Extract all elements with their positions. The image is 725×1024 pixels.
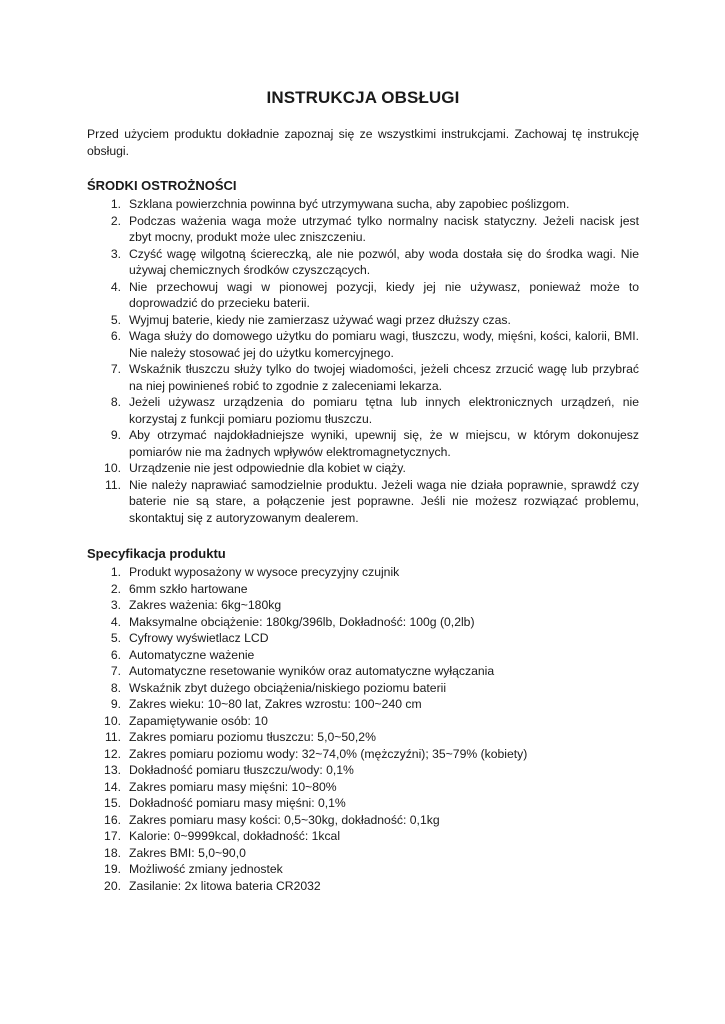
precaution-item	[87, 361, 639, 394]
spec-item	[87, 828, 639, 845]
list-item-number: 15.	[104, 796, 121, 810]
list-item-text: Zakres wieku: 10~80 lat, Zakres wzrostu: 100~240 cm	[129, 697, 422, 711]
spec-item	[87, 680, 639, 697]
intro-paragraph: Przed użyciem produktu dokładnie zapoznaj się ze wszystkimi instrukcjami. Zachowaj tę instrukcję obsługi.	[87, 127, 639, 158]
list-item-number: 4.	[110, 614, 121, 629]
list-item-text: Zakres pomiaru masy mięśni: 10~80%	[129, 779, 337, 794]
spec-item	[87, 564, 639, 581]
list-item-text: 6mm szkło hartowane	[129, 581, 248, 596]
list-item-text: Zakres ważenia: 6kg~180kg	[129, 598, 282, 612]
list-item-number: 9.	[110, 697, 121, 711]
list-item-text: Możliwość zmiany jednostek	[129, 862, 283, 876]
precaution-item	[87, 328, 639, 361]
spec-item	[87, 647, 639, 664]
list-item-number: 2.	[110, 213, 121, 228]
list-item-text: Zakres pomiaru poziomu wody: 32~74,0% (mężczyźni); 35~79% (kobiety)	[129, 746, 528, 761]
list-item-number: 12.	[104, 746, 121, 761]
list-item-number: 1.	[110, 565, 121, 579]
list-item-text: Aby otrzymać najdokładniejsze wyniki, upewnij się, że w miejscu, w którym dokonujesz pomiarów nie ma żadnych wpływów elektromagnetycznych.	[129, 428, 639, 459]
precaution-item	[87, 196, 639, 213]
spec-item	[87, 861, 639, 878]
list-item-number: 18.	[104, 845, 121, 860]
list-item-text: Szklana powierzchnia powinna być utrzymywana sucha, aby zapobiec poślizgom.	[129, 197, 570, 211]
list-item-text: Wskaźnik tłuszczu służy tylko do twojej wiadomości, jeżeli chcesz zrzucić wagę lub przybrać na niej powinieneś robić to zgodnie z zaleceniami lekarza.	[129, 362, 639, 393]
spec-item	[87, 795, 639, 812]
list-item-text: Zakres pomiaru poziomu tłuszczu: 5,0~50,2%	[129, 730, 376, 744]
list-item-number: 14.	[104, 779, 121, 794]
list-item-number: 6.	[110, 647, 121, 662]
spec-item	[87, 630, 639, 647]
list-item-text: Maksymalne obciążenie: 180kg/396lb, Dokładność: 100g (0,2lb)	[129, 614, 475, 629]
precaution-item	[87, 460, 639, 477]
list-item-number: 20.	[104, 878, 121, 893]
precautions-list	[87, 196, 639, 526]
list-item-number: 9.	[110, 428, 121, 442]
list-item-number: 2.	[110, 581, 121, 596]
list-item-number: 5.	[110, 631, 121, 645]
list-item-text: Jeżeli używasz urządzenia do pomiaru tętna lub innych elektronicznych urządzeń, nie korzystaj z funkcji pomiaru poziomu tłuszczu.	[129, 395, 639, 426]
list-item-number: 19.	[104, 862, 121, 876]
list-item-text: Urządzenie nie jest odpowiednie dla kobiet w ciąży.	[129, 461, 406, 475]
list-item-text: Automatyczne ważenie	[129, 647, 255, 662]
precaution-item	[87, 427, 639, 460]
spec-item	[87, 713, 639, 730]
list-item-number: 1.	[110, 197, 121, 211]
list-item-text: Dokładność pomiaru masy mięśni: 0,1%	[129, 796, 346, 810]
spec-item	[87, 614, 639, 631]
list-item-number: 17.	[104, 829, 121, 843]
precaution-item	[87, 394, 639, 427]
list-item-text: Nie przechowuj wagi w pionowej pozycji, kiedy jej nie używasz, ponieważ może to doprowadzić do przecieku baterii.	[129, 279, 639, 310]
spec-item	[87, 746, 639, 763]
spec-item	[87, 812, 639, 829]
spec-item	[87, 729, 639, 746]
precaution-item	[87, 312, 639, 329]
list-item-number: 13.	[104, 763, 121, 777]
list-item-text: Cyfrowy wyświetlacz LCD	[129, 631, 269, 645]
list-item-text: Czyść wagę wilgotną ściereczką, ale nie pozwól, aby woda dostała się do środka wagi. Nie używaj chemicznych środków czyszczących.	[129, 246, 639, 277]
list-item-text: Dokładność pomiaru tłuszczu/wody: 0,1%	[129, 763, 354, 777]
list-item-text: Kalorie: 0~9999kcal, dokładność: 1kcal	[129, 829, 341, 843]
spec-item	[87, 878, 639, 895]
spec-item	[87, 663, 639, 680]
document-title: INSTRUKCJA OBSŁUGI	[266, 88, 460, 107]
list-item-number: 6.	[110, 329, 121, 343]
list-item-number: 8.	[110, 680, 121, 695]
list-item-number: 11.	[104, 477, 121, 492]
list-item-number: 16.	[104, 812, 121, 827]
precaution-item	[87, 477, 639, 527]
list-item-text: Wskaźnik zbyt dużego obciążenia/niskiego poziomu baterii	[129, 680, 447, 695]
spec-item	[87, 762, 639, 779]
list-item-text: Produkt wyposażony w wysoce precyzyjny czujnik	[129, 565, 400, 579]
precaution-item	[87, 246, 639, 279]
spec-item	[87, 581, 639, 598]
list-item-text: Zakres pomiaru masy kości: 0,5~30kg, dokładność: 0,1kg	[129, 812, 440, 827]
spec-item	[87, 779, 639, 796]
list-item-text: Waga służy do domowego użytku do pomiaru wagi, tłuszczu, wody, mięśni, kości, kalorii, BMI. Nie należy stosować jej do użytku komercyjnego.	[129, 329, 639, 360]
list-item-text: Zasilanie: 2x litowa bateria CR2032	[129, 878, 321, 893]
list-item-number: 5.	[110, 312, 121, 327]
list-item-text: Nie należy naprawiać samodzielnie produktu. Jeżeli waga nie działa poprawnie, sprawdź czy baterie nie są stare, a połączenie jest poprawne. Jeśli nie możesz rozwiązać problemu, skontaktuj się z autoryzowanym dealerem.	[129, 477, 639, 525]
list-item-number: 3.	[110, 598, 121, 612]
list-item-number: 7.	[110, 362, 121, 376]
list-item-text: Zakres BMI: 5,0~90,0	[129, 845, 246, 860]
list-item-number: 3.	[110, 246, 121, 261]
list-item-number: 7.	[110, 664, 121, 678]
precautions-heading: ŚRODKI OSTROŻNOŚCI	[87, 178, 237, 193]
list-item-text: Automatyczne resetowanie wyników oraz automatyczne wyłączania	[129, 664, 495, 678]
spec-item	[87, 696, 639, 713]
specs-list	[87, 564, 639, 894]
document-page	[87, 88, 639, 894]
spec-item	[87, 845, 639, 862]
list-item-text: Zapamiętywanie osób: 10	[129, 713, 268, 728]
precaution-item	[87, 279, 639, 312]
list-item-number: 11.	[104, 730, 121, 744]
spec-item	[87, 597, 639, 614]
list-item-text: Podczas ważenia waga może utrzymać tylko normalny nacisk statyczny. Jeżeli nacisk jest zbyt mocny, produkt może ulec zniszczeniu.	[129, 213, 639, 244]
list-item-number: 8.	[110, 395, 121, 409]
precaution-item	[87, 213, 639, 246]
list-item-number: 10.	[104, 461, 121, 475]
list-item-number: 4.	[110, 279, 121, 294]
list-item-text: Wyjmuj baterie, kiedy nie zamierzasz używać wagi przez dłuższy czas.	[129, 312, 511, 327]
specs-heading: Specyfikacja produktu	[87, 546, 226, 561]
list-item-number: 10.	[104, 713, 121, 728]
